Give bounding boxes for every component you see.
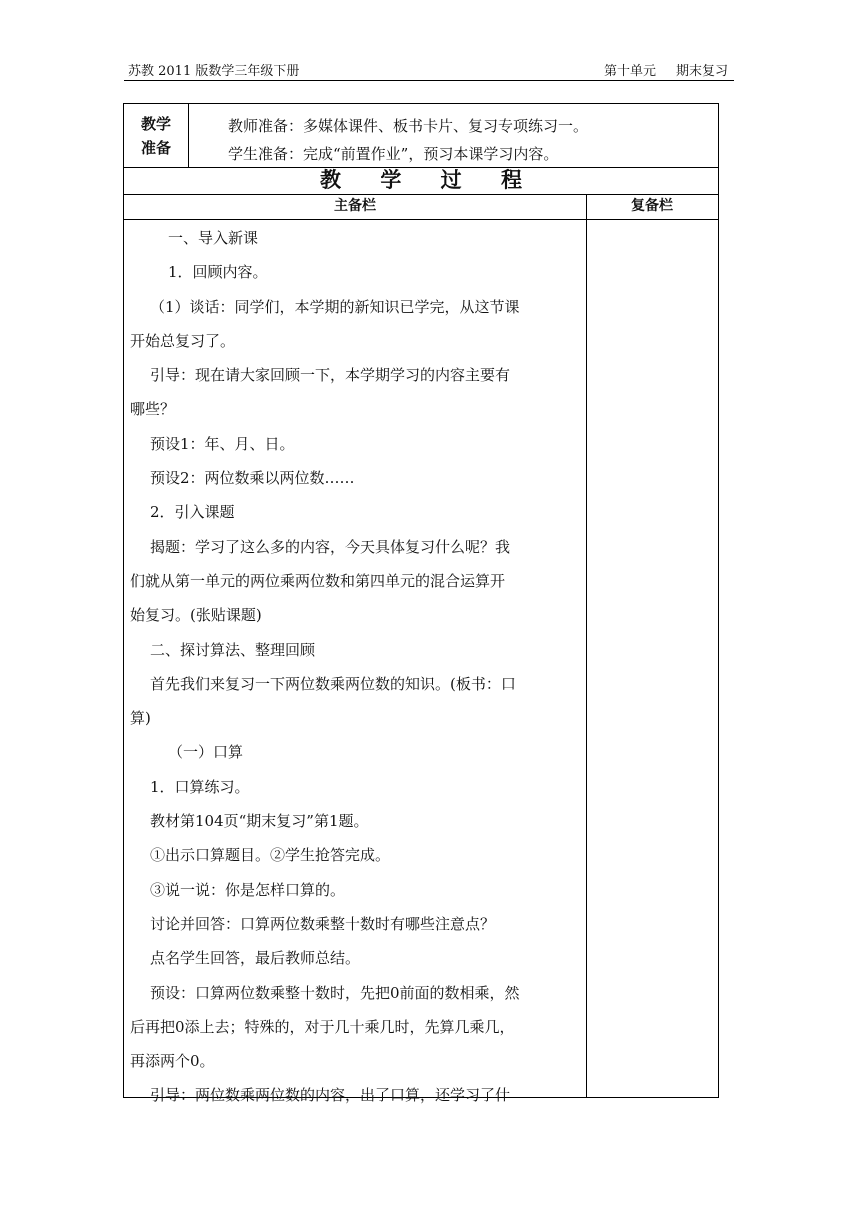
student-prep: 学生准备：完成“前置作业”，预习本课学习内容。 bbox=[228, 145, 559, 163]
header-book-title: 苏教 2011 版数学三年级下册 bbox=[128, 64, 300, 79]
row-divider-3 bbox=[124, 219, 718, 220]
paragraph: 预设：口算两位数乘整十数时，先把0前面的数相乘，然 bbox=[150, 983, 520, 1002]
prep-label-line2: 准备 bbox=[140, 138, 171, 157]
main-column-header: 主备栏 bbox=[334, 198, 376, 214]
section-heading: 二、探讨算法、整理回顾 bbox=[150, 640, 316, 659]
column-divider bbox=[586, 194, 587, 1097]
paragraph: 再添两个0。 bbox=[130, 1052, 215, 1071]
paragraph: 揭题：学习了这么多的内容，今天具体复习什么呢？我 bbox=[150, 537, 511, 556]
review-column-header: 复备栏 bbox=[631, 198, 673, 214]
prep-label bbox=[124, 104, 188, 167]
main-body bbox=[130, 221, 580, 1113]
paragraph: 开始总复习了。 bbox=[130, 331, 236, 350]
section-heading: 一、导入新课 bbox=[168, 229, 259, 247]
paragraph: 首先我们来复习一下两位数乘两位数的知识。(板书：口 bbox=[150, 674, 516, 693]
paragraph: ③说一说：你是怎样口算的。 bbox=[150, 880, 346, 899]
paragraph: 哪些？ bbox=[130, 400, 176, 419]
paragraph: 点名学生回答，最后教师总结。 bbox=[150, 949, 361, 968]
paragraph: 引导：现在请大家回顾一下，本学期学习的内容主要有 bbox=[150, 366, 511, 385]
paragraph: 讨论并回答：口算两位数乘整十数时有哪些注意点？ bbox=[150, 914, 496, 933]
paragraph: 算) bbox=[130, 709, 151, 728]
paragraph: 预设2：两位数乘以两位数…… bbox=[150, 469, 355, 488]
prep-divider bbox=[188, 104, 189, 167]
prep-label-line1: 教学 bbox=[140, 114, 171, 133]
paragraph: 2．引入课题 bbox=[150, 503, 235, 522]
lesson-table bbox=[123, 103, 719, 1105]
header-topic: 期末复习 bbox=[675, 64, 728, 79]
paragraph: 1．口算练习。 bbox=[150, 777, 250, 796]
paragraph: 教材第104页“期末复习”第1题。 bbox=[150, 812, 369, 831]
teacher-prep: 教师准备：多媒体课件、板书卡片、复习专项练习一。 bbox=[228, 117, 589, 135]
paragraph: 后再把0添上去；特殊的，对于几十乘几时，先算几乘几， bbox=[130, 1017, 515, 1036]
prep-content bbox=[228, 112, 588, 168]
header-unit-info bbox=[604, 60, 728, 79]
paragraph: ①出示口算题目。②学生抢答完成。 bbox=[150, 846, 391, 865]
paragraph: 1．回顾内容。 bbox=[168, 263, 268, 282]
header-rule bbox=[124, 80, 734, 81]
paragraph: 引导：两位数乘两位数的内容，出了口算，还学习了什 bbox=[150, 1086, 511, 1105]
header-unit: 第十单元 bbox=[603, 64, 656, 79]
paragraph: 们就从第一单元的两位乘两位数和第四单元的混合运算开 bbox=[130, 571, 506, 590]
paragraph: 预设1：年、月、日。 bbox=[150, 434, 295, 453]
process-title: 教 学 过 程 bbox=[320, 168, 538, 192]
paragraph: 始复习。(张贴课题) bbox=[130, 606, 262, 625]
paragraph: （1）谈话：同学们，本学期的新知识已学完，从这节课 bbox=[150, 297, 520, 316]
subsection-heading: （一）口算 bbox=[168, 743, 244, 762]
